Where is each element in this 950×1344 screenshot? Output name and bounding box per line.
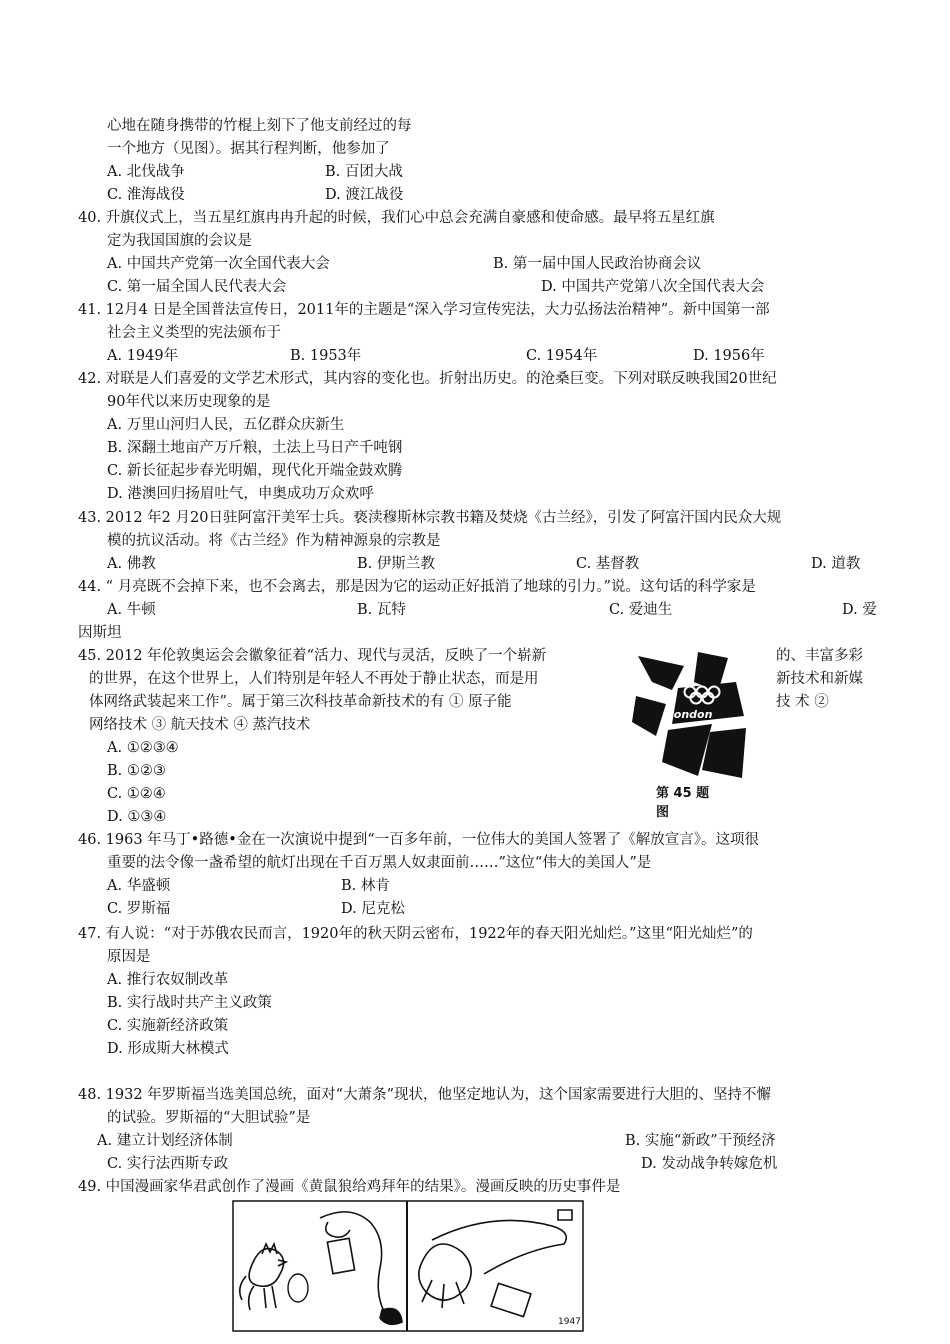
q44-option-c: C. 爱迪生 [609, 602, 673, 618]
q42-option-d: D. 港澳回归扬眉吐气，申奥成功万众欢呼 [107, 486, 374, 502]
q43-option-b: B. 伊斯兰教 [357, 556, 435, 572]
q40-stem-line-1: 40. 升旗仪式上，当五星红旗冉冉升起的时候，我们心中总会充满自豪感和使命感。最早将五星红旗 [78, 210, 715, 226]
q43-option-c: C. 基督教 [576, 556, 640, 572]
q45-stem-line-1b: 的、丰富多彩 [776, 648, 863, 664]
q47-option-a: A. 推行农奴制改革 [107, 972, 229, 988]
q48-option-b: B. 实施“新政”干预经济 [625, 1133, 776, 1149]
q40-stem-line-2: 定为我国国旗的会议是 [107, 233, 252, 249]
q47-option-b: B. 实行战时共产主义政策 [107, 995, 272, 1011]
q41-stem-line-2: 社会主义类型的宪法颁布于 [107, 325, 281, 341]
q43-option-a: A. 佛教 [107, 556, 156, 572]
q41-option-b: B. 1953年 [290, 348, 362, 364]
q48-stem-line-1: 48. 1932 年罗斯福当选美国总统，面对“大萧条”现状，他坚定地认为，这个国家需要进行大胆的、坚持不懈 [78, 1087, 772, 1103]
q45-stem-line-2b: 新技术和新媒 [776, 671, 863, 687]
q45-figure-caption-2: 图 [656, 805, 670, 820]
q41-stem-line-1: 41. 12月4 日是全国普法宣传日，2011年的主题是“深入学习宣传宪法，大力弘扬法治精神”。新中国第一部 [78, 302, 770, 318]
q45-option-a: A. ①②③④ [107, 740, 179, 756]
q39-continuation-line-1: 心地在随身携带的竹棍上刻下了他支前经过的每 [107, 118, 412, 134]
q46-stem-line-1: 46. 1963 年马丁•路德•金在一次演说中提到“一百多年前，一位伟大的美国人签署了《解放宣言》。这项很 [78, 832, 759, 848]
q40-option-a: A. 中国共产党第一次全国代表大会 [107, 256, 330, 272]
q46-option-b: B. 林肯 [341, 878, 390, 894]
q44-option-b: B. 瓦特 [357, 602, 406, 618]
london-2012-logo-image [632, 652, 750, 780]
q47-option-c: C. 实施新经济政策 [107, 1018, 229, 1034]
q47-stem-line-2: 原因是 [107, 949, 151, 965]
q39-continuation-line-2: 一个地方（见图）。据其行程判断，他参加了 [107, 141, 390, 157]
q45-stem-line-1a: 45. 2012 年伦敦奥运会会徽象征着“活力、现代与灵活，反映了一个崭新 [78, 648, 547, 664]
q46-option-c: C. 罗斯福 [107, 901, 171, 917]
q42-option-c: C. 新长征起步春光明媚，现代化开端金鼓欢腾 [107, 463, 403, 479]
q47-option-d: D. 形成斯大林模式 [107, 1041, 229, 1057]
q44-option-d-wrap: 因斯坦 [78, 625, 122, 641]
q39-option-a: A. 北伐战争 [107, 164, 185, 180]
q40-option-c: C. 第一届全国人民代表大会 [107, 279, 287, 295]
cartoon-year-label: 1947 [558, 1317, 581, 1327]
q45-stem-line-2a: 的世界，在这个世界上，人们特别是年轻人不再处于静止状态，而是用 [89, 671, 539, 687]
q45-figure-caption-1: 第 45 题 [656, 786, 710, 801]
q42-option-b: B. 深翻土地亩产万斤粮，土法上马日产千吨钢 [107, 440, 403, 456]
q47-stem-line-1: 47. 有人说：“对于苏俄农民而言，1920年的秋天阴云密布，1922年的春天阳光灿烂。”这里“阳光灿烂”的 [78, 926, 753, 942]
q43-stem-line-1: 43. 2012 年2 月20日驻阿富汗美军士兵。亵渎穆斯林宗教书籍及焚烧《古兰经》，引发了阿富汗国内民众大规 [78, 510, 782, 526]
q45-option-b: B. ①②③ [107, 763, 166, 779]
q43-option-d: D. 道教 [811, 556, 861, 572]
q41-option-c: C. 1954年 [526, 348, 598, 364]
q48-option-c: C. 实行法西斯专政 [107, 1156, 229, 1172]
q45-stem-line-4: 网络技术 ③ 航天技术 ④ 蒸汽技术 [89, 717, 311, 733]
q39-option-c: C. 淮海战役 [107, 187, 185, 203]
q49-stem-line-1: 49. 中国漫画家华君武创作了漫画《黄鼠狼给鸡拜年的结果》。漫画反映的历史事件是 [78, 1179, 621, 1195]
q46-option-a: A. 华盛顿 [107, 878, 171, 894]
q44-stem-line-1: 44. “ 月亮既不会掉下来，也不会离去，那是因为它的运动正好抵消了地球的引力。”说。这句话的科学家是 [78, 579, 756, 595]
q39-option-d: D. 渡江战役 [325, 187, 404, 203]
q43-stem-line-2: 模的抗议活动。将《古兰经》作为精神源泉的宗教是 [107, 533, 441, 549]
q42-option-a: A. 万里山河归人民，五亿群众庆新生 [107, 417, 345, 433]
q45-option-d: D. ①③④ [107, 809, 167, 825]
london-logo-text: london [670, 708, 713, 721]
q45-stem-line-3b: 技 术 ② [776, 694, 829, 710]
q39-option-b: B. 百团大战 [325, 164, 403, 180]
q46-stem-line-2: 重要的法令像一盏希望的航灯出现在千百万黑人奴隶面前……”这位“伟大的美国人”是 [107, 855, 652, 871]
q40-option-d: D. 中国共产党第八次全国代表大会 [541, 279, 765, 295]
q44-option-d: D. 爱 [842, 602, 877, 618]
q45-option-c: C. ①②④ [107, 786, 166, 802]
q45-stem-line-3a: 体网络武装起来工作”。属于第三次科技革命新技术的有 ① 原子能 [89, 694, 512, 710]
weasel-chicken-cartoon-image [232, 1200, 584, 1332]
q48-option-d: D. 发动战争转嫁危机 [641, 1156, 778, 1172]
q44-option-a: A. 牛顿 [107, 602, 156, 618]
q41-option-d: D. 1956年 [693, 348, 765, 364]
q48-stem-line-2: 的试验。罗斯福的“大胆试验”是 [107, 1110, 311, 1126]
q46-option-d: D. 尼克松 [341, 901, 405, 917]
q40-option-b: B. 第一届中国人民政治协商会议 [493, 256, 702, 272]
q42-stem-line-1: 42. 对联是人们喜爱的文学艺术形式，其内容的变化也。折射出历史。的沧桑巨变。下列对联反映我国20世纪 [78, 371, 777, 387]
q41-option-a: A. 1949年 [107, 348, 179, 364]
q42-stem-line-2: 90年代以来历史现象的是 [107, 394, 271, 410]
q48-option-a: A. 建立计划经济体制 [97, 1133, 233, 1149]
